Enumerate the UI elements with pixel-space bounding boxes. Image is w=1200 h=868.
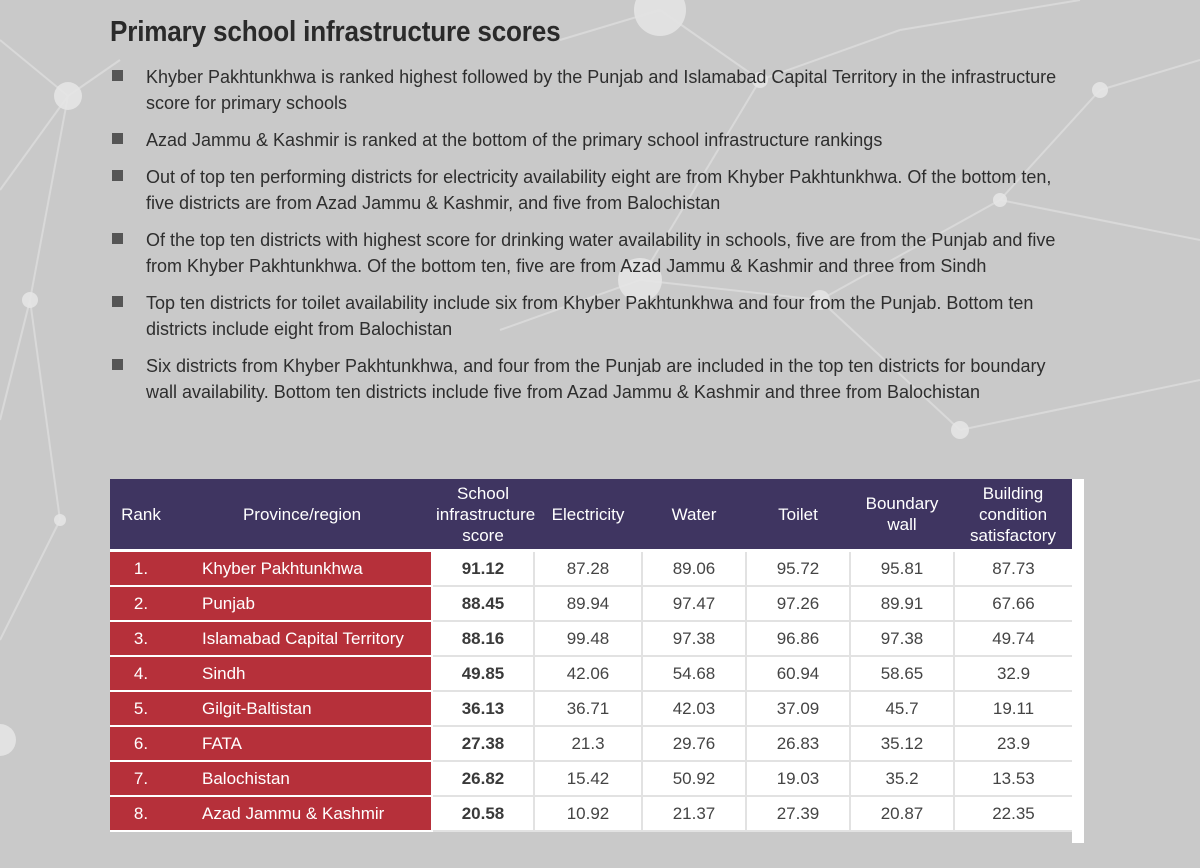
rank-cell: 2. <box>110 586 172 621</box>
electricity-cell: 10.92 <box>534 796 642 831</box>
electricity-cell: 36.71 <box>534 691 642 726</box>
finding-text: Top ten districts for toilet availability include six from Khyber Pakhtunkhwa and four from the Punjab. Bottom ten districts include eight from Balochistan <box>146 293 1034 339</box>
rank-cell: 1. <box>110 551 172 587</box>
toilet-cell: 26.83 <box>746 726 850 761</box>
header-electricity: Electricity <box>534 479 642 551</box>
boundary-cell: 97.38 <box>850 621 954 656</box>
finding-item <box>110 353 1070 405</box>
header-water: Water <box>642 479 746 551</box>
boundary-cell: 45.7 <box>850 691 954 726</box>
table-row <box>110 656 1072 691</box>
province-cell: FATA <box>172 726 432 761</box>
rankings-table-container <box>110 479 1072 832</box>
water-cell: 21.37 <box>642 796 746 831</box>
table-header <box>110 479 1072 551</box>
header-score: School infrastructure score <box>432 479 534 551</box>
table-row <box>110 726 1072 761</box>
province-cell: Khyber Pakhtunkhwa <box>172 551 432 587</box>
water-cell: 97.38 <box>642 621 746 656</box>
toilet-cell: 97.26 <box>746 586 850 621</box>
building-cell: 22.35 <box>954 796 1072 831</box>
square-bullet-icon <box>112 296 123 307</box>
finding-item <box>110 64 1070 116</box>
finding-text: Khyber Pakhtunkhwa is ranked highest followed by the Punjab and Islamabad Capital Territory in the infrastructure score for primary schools <box>146 67 1057 113</box>
toilet-cell: 96.86 <box>746 621 850 656</box>
header-row <box>110 479 1072 551</box>
rank-cell: 8. <box>110 796 172 831</box>
table-row <box>110 551 1072 587</box>
score-cell: 20.58 <box>432 796 534 831</box>
square-bullet-icon <box>112 170 123 181</box>
province-cell: Sindh <box>172 656 432 691</box>
electricity-cell: 21.3 <box>534 726 642 761</box>
electricity-cell: 15.42 <box>534 761 642 796</box>
rank-cell: 5. <box>110 691 172 726</box>
score-cell: 91.12 <box>432 551 534 587</box>
header-boundary: Boundary wall <box>850 479 954 551</box>
table-body <box>110 551 1072 832</box>
boundary-cell: 35.12 <box>850 726 954 761</box>
boundary-cell: 35.2 <box>850 761 954 796</box>
rankings-table <box>110 479 1072 832</box>
boundary-cell: 20.87 <box>850 796 954 831</box>
province-cell: Gilgit-Baltistan <box>172 691 432 726</box>
score-cell: 88.16 <box>432 621 534 656</box>
building-cell: 19.11 <box>954 691 1072 726</box>
score-cell: 36.13 <box>432 691 534 726</box>
province-cell: Azad Jammu & Kashmir <box>172 796 432 831</box>
boundary-cell: 89.91 <box>850 586 954 621</box>
rank-cell: 6. <box>110 726 172 761</box>
rank-cell: 3. <box>110 621 172 656</box>
score-cell: 88.45 <box>432 586 534 621</box>
finding-item <box>110 290 1070 342</box>
water-cell: 54.68 <box>642 656 746 691</box>
province-cell: Punjab <box>172 586 432 621</box>
electricity-cell: 87.28 <box>534 551 642 587</box>
toilet-cell: 27.39 <box>746 796 850 831</box>
table-row <box>110 586 1072 621</box>
building-cell: 32.9 <box>954 656 1072 691</box>
water-cell: 89.06 <box>642 551 746 587</box>
water-cell: 42.03 <box>642 691 746 726</box>
electricity-cell: 89.94 <box>534 586 642 621</box>
finding-item <box>110 127 1070 153</box>
square-bullet-icon <box>112 233 123 244</box>
square-bullet-icon <box>112 359 123 370</box>
building-cell: 67.66 <box>954 586 1072 621</box>
water-cell: 50.92 <box>642 761 746 796</box>
square-bullet-icon <box>112 133 123 144</box>
table-row <box>110 761 1072 796</box>
rank-cell: 4. <box>110 656 172 691</box>
table-row <box>110 691 1072 726</box>
finding-item <box>110 164 1070 216</box>
table-row <box>110 796 1072 831</box>
findings-list <box>110 64 1070 416</box>
electricity-cell: 99.48 <box>534 621 642 656</box>
boundary-cell: 95.81 <box>850 551 954 587</box>
building-cell: 87.73 <box>954 551 1072 587</box>
toilet-cell: 19.03 <box>746 761 850 796</box>
finding-item <box>110 227 1070 279</box>
page-title: Primary school infrastructure scores <box>110 16 561 48</box>
finding-text: Six districts from Khyber Pakhtunkhwa, and four from the Punjab are included in the top ten districts for boundary wall availability. Bottom ten districts include five from Azad Jammu & Kashmir and three from Balochistan <box>146 356 1046 402</box>
electricity-cell: 42.06 <box>534 656 642 691</box>
toilet-cell: 60.94 <box>746 656 850 691</box>
toilet-cell: 37.09 <box>746 691 850 726</box>
table-row <box>110 621 1072 656</box>
header-rank: Rank <box>110 479 172 551</box>
score-cell: 49.85 <box>432 656 534 691</box>
rank-cell: 7. <box>110 761 172 796</box>
province-cell: Islamabad Capital Territory <box>172 621 432 656</box>
water-cell: 97.47 <box>642 586 746 621</box>
score-cell: 26.82 <box>432 761 534 796</box>
header-building: Building condition satisfactory <box>954 479 1072 551</box>
water-cell: 29.76 <box>642 726 746 761</box>
building-cell: 49.74 <box>954 621 1072 656</box>
province-cell: Balochistan <box>172 761 432 796</box>
header-province: Province/region <box>172 479 432 551</box>
building-cell: 23.9 <box>954 726 1072 761</box>
finding-text: Out of top ten performing districts for electricity availability eight are from Khyber Pakhtunkhwa. Of the bottom ten, five districts are from Azad Jammu & Kashmir, and five from Balochistan <box>146 167 1052 213</box>
table-right-margin <box>1072 479 1084 843</box>
building-cell: 13.53 <box>954 761 1072 796</box>
toilet-cell: 95.72 <box>746 551 850 587</box>
square-bullet-icon <box>112 70 123 81</box>
finding-text: Of the top ten districts with highest score for drinking water availability in schools, five are from the Punjab and five from Khyber Pakhtunkhwa. Of the bottom ten, five are from Azad Jammu & Kashmir and three from Sindh <box>146 230 1056 276</box>
score-cell: 27.38 <box>432 726 534 761</box>
header-toilet: Toilet <box>746 479 850 551</box>
finding-text: Azad Jammu & Kashmir is ranked at the bottom of the primary school infrastructure rankings <box>146 130 883 150</box>
boundary-cell: 58.65 <box>850 656 954 691</box>
